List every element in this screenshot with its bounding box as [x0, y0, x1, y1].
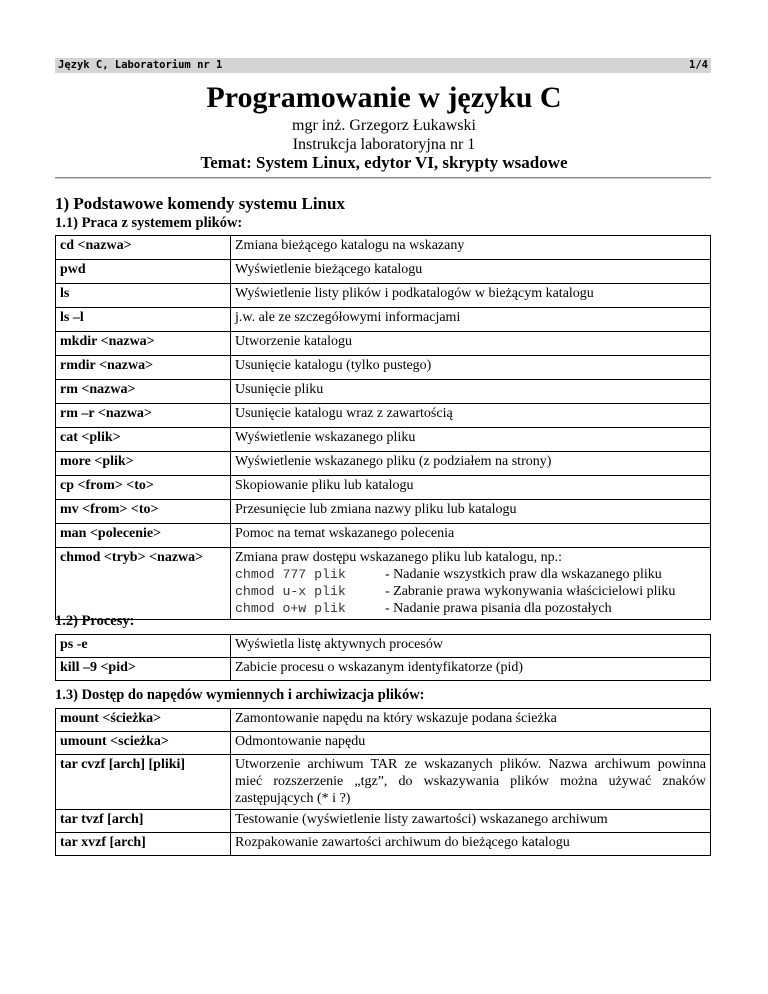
- command-cell: tar tvzf [arch]: [56, 810, 231, 833]
- command-cell: cat <plik>: [56, 428, 231, 452]
- subsection-heading-drives: 1.3) Dostęp do napędów wymiennych i archiwizacja plików:: [55, 687, 425, 703]
- description-cell: Wyświetlenie wskazanego pliku: [231, 428, 711, 452]
- example-code: chmod u-x plik: [235, 584, 346, 599]
- description-cell: Rozpakowanie zawartości archiwum do bieżącego katalogu: [231, 833, 711, 856]
- table-row-chmod: [56, 548, 711, 620]
- command-cell: mv <from> <to>: [56, 500, 231, 524]
- table-row: [56, 428, 711, 452]
- command-cell: rmdir <nazwa>: [56, 356, 231, 380]
- description-cell: Usunięcie katalogu wraz z zawartością: [231, 404, 711, 428]
- table-row: [56, 260, 711, 284]
- command-cell: cp <from> <to>: [56, 476, 231, 500]
- running-header: [55, 58, 711, 73]
- command-cell: tar cvzf [arch] [pliki]: [56, 755, 231, 810]
- table-row: [56, 404, 711, 428]
- process-commands-table: [55, 634, 711, 681]
- header-left: Język C, Laboratorium nr 1: [58, 59, 223, 71]
- command-cell: umount <scieżka>: [56, 732, 231, 755]
- command-cell: tar xvzf [arch]: [56, 833, 231, 856]
- title-divider: [55, 177, 711, 179]
- description-cell: Wyświetlenie bieżącego katalogu: [231, 260, 711, 284]
- description-cell: Wyświetlenie listy plików i podkatalogów w bieżącym katalogu: [231, 284, 711, 308]
- table-row: [56, 732, 711, 755]
- files-commands-table: [55, 235, 711, 620]
- topic: Temat: System Linux, edytor VI, skrypty wsadowe: [200, 153, 568, 172]
- command-cell: more <plik>: [56, 452, 231, 476]
- section-heading: 1) Podstawowe komendy systemu Linux: [55, 194, 345, 213]
- chmod-description: Zmiana praw dostępu wskazanego pliku lub katalogu, np.:: [235, 550, 562, 565]
- command-cell: rm <nazwa>: [56, 380, 231, 404]
- example-code: chmod 777 plik: [235, 567, 346, 582]
- table-row: [56, 332, 711, 356]
- description-cell: Skopiowanie pliku lub katalogu: [231, 476, 711, 500]
- command-cell: chmod <tryb> <nazwa>: [56, 548, 231, 620]
- table-row: [56, 500, 711, 524]
- example-text: - Nadanie prawa pisania dla pozostałych: [385, 601, 612, 616]
- description-cell: Zmiana bieżącego katalogu na wskazany: [231, 236, 711, 260]
- table-row: [56, 658, 711, 681]
- table-row: [56, 709, 711, 732]
- table-row: [56, 755, 711, 810]
- command-cell: mkdir <nazwa>: [56, 332, 231, 356]
- chmod-example: [235, 600, 706, 617]
- command-cell: cd <nazwa>: [56, 236, 231, 260]
- chmod-example: [235, 566, 706, 583]
- example-text: - Nadanie wszystkich praw dla wskazanego pliku: [385, 567, 662, 582]
- command-cell: kill –9 <pid>: [56, 658, 231, 681]
- table-row: [56, 635, 711, 658]
- description-cell: Wyświetla listę aktywnych procesów: [231, 635, 711, 658]
- description-cell: Utworzenie katalogu: [231, 332, 711, 356]
- description-cell: Wyświetlenie wskazanego pliku (z podziałem na strony): [231, 452, 711, 476]
- description-cell: Zamontowanie napędu na który wskazuje podana ścieżka: [231, 709, 711, 732]
- example-text: - Zabranie prawa wykonywania właścicielowi pliku: [385, 584, 676, 599]
- author: mgr inż. Grzegorz Łukawski: [292, 117, 476, 134]
- table-row: [56, 284, 711, 308]
- command-cell: rm –r <nazwa>: [56, 404, 231, 428]
- table-row: [56, 476, 711, 500]
- description-cell: Zabicie procesu o wskazanym identyfikatorze (pid): [231, 658, 711, 681]
- document-title: Programowanie w języku C: [206, 81, 562, 114]
- description-cell: Utworzenie archiwum TAR ze wskazanych plików. Nazwa archiwum powinna mieć rozszerzenie „tgz”, do wskazywania plików można używać znaków zastępujących (* i ?): [231, 755, 711, 810]
- table-row: [56, 810, 711, 833]
- command-cell: man <polecenie>: [56, 524, 231, 548]
- table-row: [56, 356, 711, 380]
- description-cell: Usunięcie katalogu (tylko pustego): [231, 356, 711, 380]
- command-cell: ls –l: [56, 308, 231, 332]
- command-cell: pwd: [56, 260, 231, 284]
- page-number: 1/4: [689, 59, 708, 71]
- subsection-heading-processes: 1.2) Procesy:: [55, 613, 135, 629]
- description-cell: j.w. ale ze szczegółowymi informacjami: [231, 308, 711, 332]
- table-row: [56, 524, 711, 548]
- table-row: [56, 380, 711, 404]
- subsection-heading-files: 1.1) Praca z systemem plików:: [55, 215, 243, 231]
- description-cell: Odmontowanie napędu: [231, 732, 711, 755]
- description-cell: [231, 548, 711, 620]
- example-code: chmod o+w plik: [235, 601, 346, 616]
- drive-commands-table: [55, 708, 711, 856]
- table-row: [56, 452, 711, 476]
- table-row: [56, 236, 711, 260]
- description-cell: Przesunięcie lub zmiana nazwy pliku lub katalogu: [231, 500, 711, 524]
- chmod-example: [235, 583, 706, 600]
- description-cell: Usunięcie pliku: [231, 380, 711, 404]
- document-subtitle: Instrukcja laboratoryjna nr 1: [292, 136, 476, 153]
- command-cell: mount <ścieżka>: [56, 709, 231, 732]
- command-cell: ps -e: [56, 635, 231, 658]
- description-cell: Pomoc na temat wskazanego polecenia: [231, 524, 711, 548]
- description-cell: Testowanie (wyświetlenie listy zawartości) wskazanego archiwum: [231, 810, 711, 833]
- table-row: [56, 833, 711, 856]
- table-row: [56, 308, 711, 332]
- command-cell: ls: [56, 284, 231, 308]
